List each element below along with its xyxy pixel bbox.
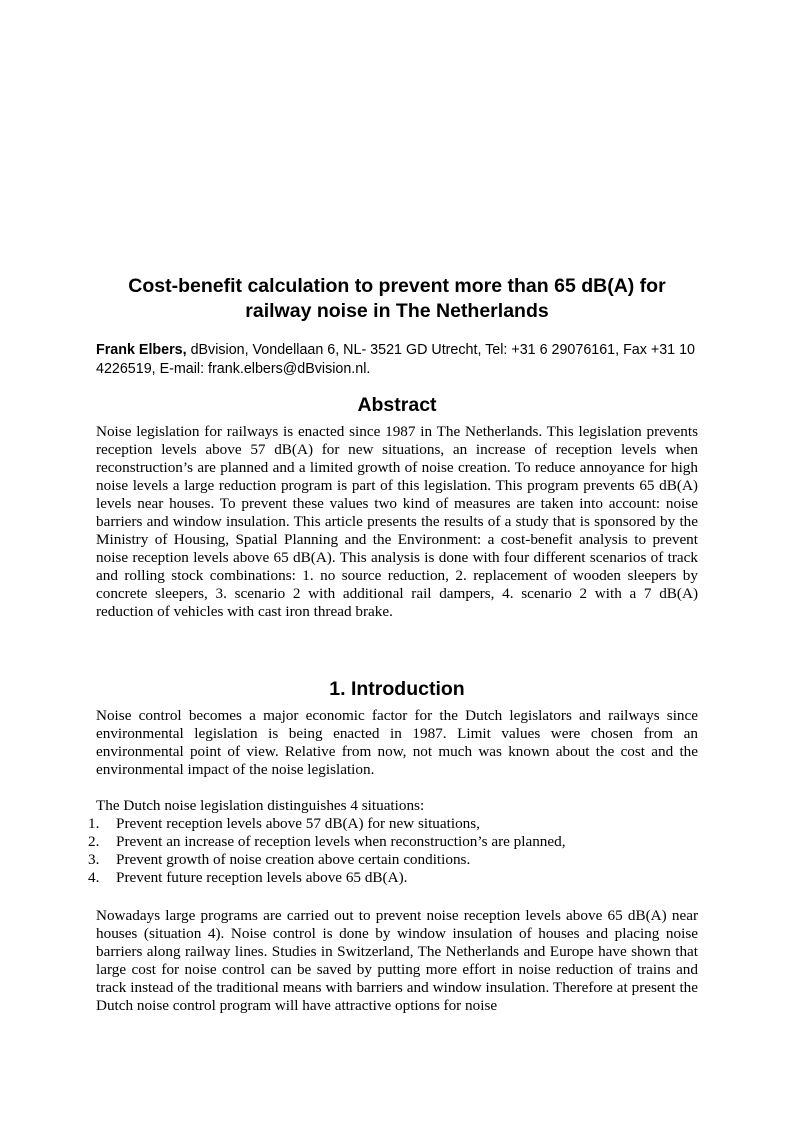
author-info: [96, 341, 698, 379]
list-item: [88, 851, 698, 869]
list-item-number: 1.: [88, 815, 100, 832]
list-item-text: Prevent an increase of reception levels when reconstruction’s are planned,: [116, 833, 566, 850]
list-item-number: 3.: [88, 851, 100, 868]
situations-list-intro: The Dutch noise legislation distinguishes 4 situations:: [96, 797, 425, 814]
list-item: [88, 833, 698, 851]
introduction-heading: 1. Introduction: [329, 678, 465, 700]
author-affiliation: dBvision, Vondellaan 6, NL- 3521 GD Utrecht, Tel: +31 6 29076161, Fax +31 10 4226519, E-mail: frank.elbers@dBvision.nl.: [96, 342, 695, 377]
introduction-paragraph-2: Nowadays large programs are carried out to prevent noise reception levels above 65 dB(A) near houses (situation 4). Noise control is done by window insulation of houses and placing noise barriers along railway lines. Studies in Switzerland, The Netherlands and Europe have shown that large cost for noise control can be saved by putting more effort in noise reduction of trains and track instead of the traditional means with barriers and window insulation. Therefore at present the Dutch noise control program will have attractive options for noise: [96, 907, 698, 1014]
title-line-1: Cost-benefit calculation to prevent more than 65 dB(A) for: [128, 275, 666, 297]
list-item-text: Prevent future reception levels above 65 dB(A).: [116, 869, 408, 886]
list-item-text: Prevent growth of noise creation above certain conditions.: [116, 851, 471, 868]
author-name: Frank Elbers,: [96, 342, 187, 358]
paper-title: [96, 274, 698, 324]
list-item-number: 4.: [88, 869, 100, 886]
list-item-text: Prevent reception levels above 57 dB(A) for new situations,: [116, 815, 480, 832]
introduction-paragraph-1: Noise control becomes a major economic factor for the Dutch legislators and railways since environmental legislation is being enacted in 1987. Limit values were chosen from an environmental point of view. Relative from now, not much was known about the cost and the environmental impact of the noise legislation.: [96, 707, 698, 778]
list-item: [88, 815, 698, 833]
title-line-2: railway noise in The Netherlands: [245, 300, 549, 322]
abstract-heading: Abstract: [357, 394, 437, 416]
situations-list: [88, 815, 698, 887]
list-item: [88, 869, 698, 887]
abstract-text: Noise legislation for railways is enacted since 1987 in The Netherlands. This legislation prevents reception levels above 57 dB(A) for new situations, an increase of reception levels when reconstruction’s are planned and a limited growth of noise creation. To reduce annoyance for high noise levels a large reduction program is part of this legislation. This program prevents 65 dB(A) levels near houses. To prevent these values two kind of measures are taken into account: noise barriers and window insulation. This article presents the results of a study that is sponsored by the Ministry of Housing, Spatial Planning and the Environment: a cost-benefit analysis to prevent noise reception levels above 65 dB(A). This analysis is done with four different scenarios of track and rolling stock combinations: 1. no source reduction, 2. replacement of wooden sleepers by concrete sleepers, 3. scenario 2 with additional rail dampers, 4. scenario 2 with a 7 dB(A) reduction of vehicles with cast iron thread brake.: [96, 423, 698, 620]
list-item-number: 2.: [88, 833, 100, 850]
